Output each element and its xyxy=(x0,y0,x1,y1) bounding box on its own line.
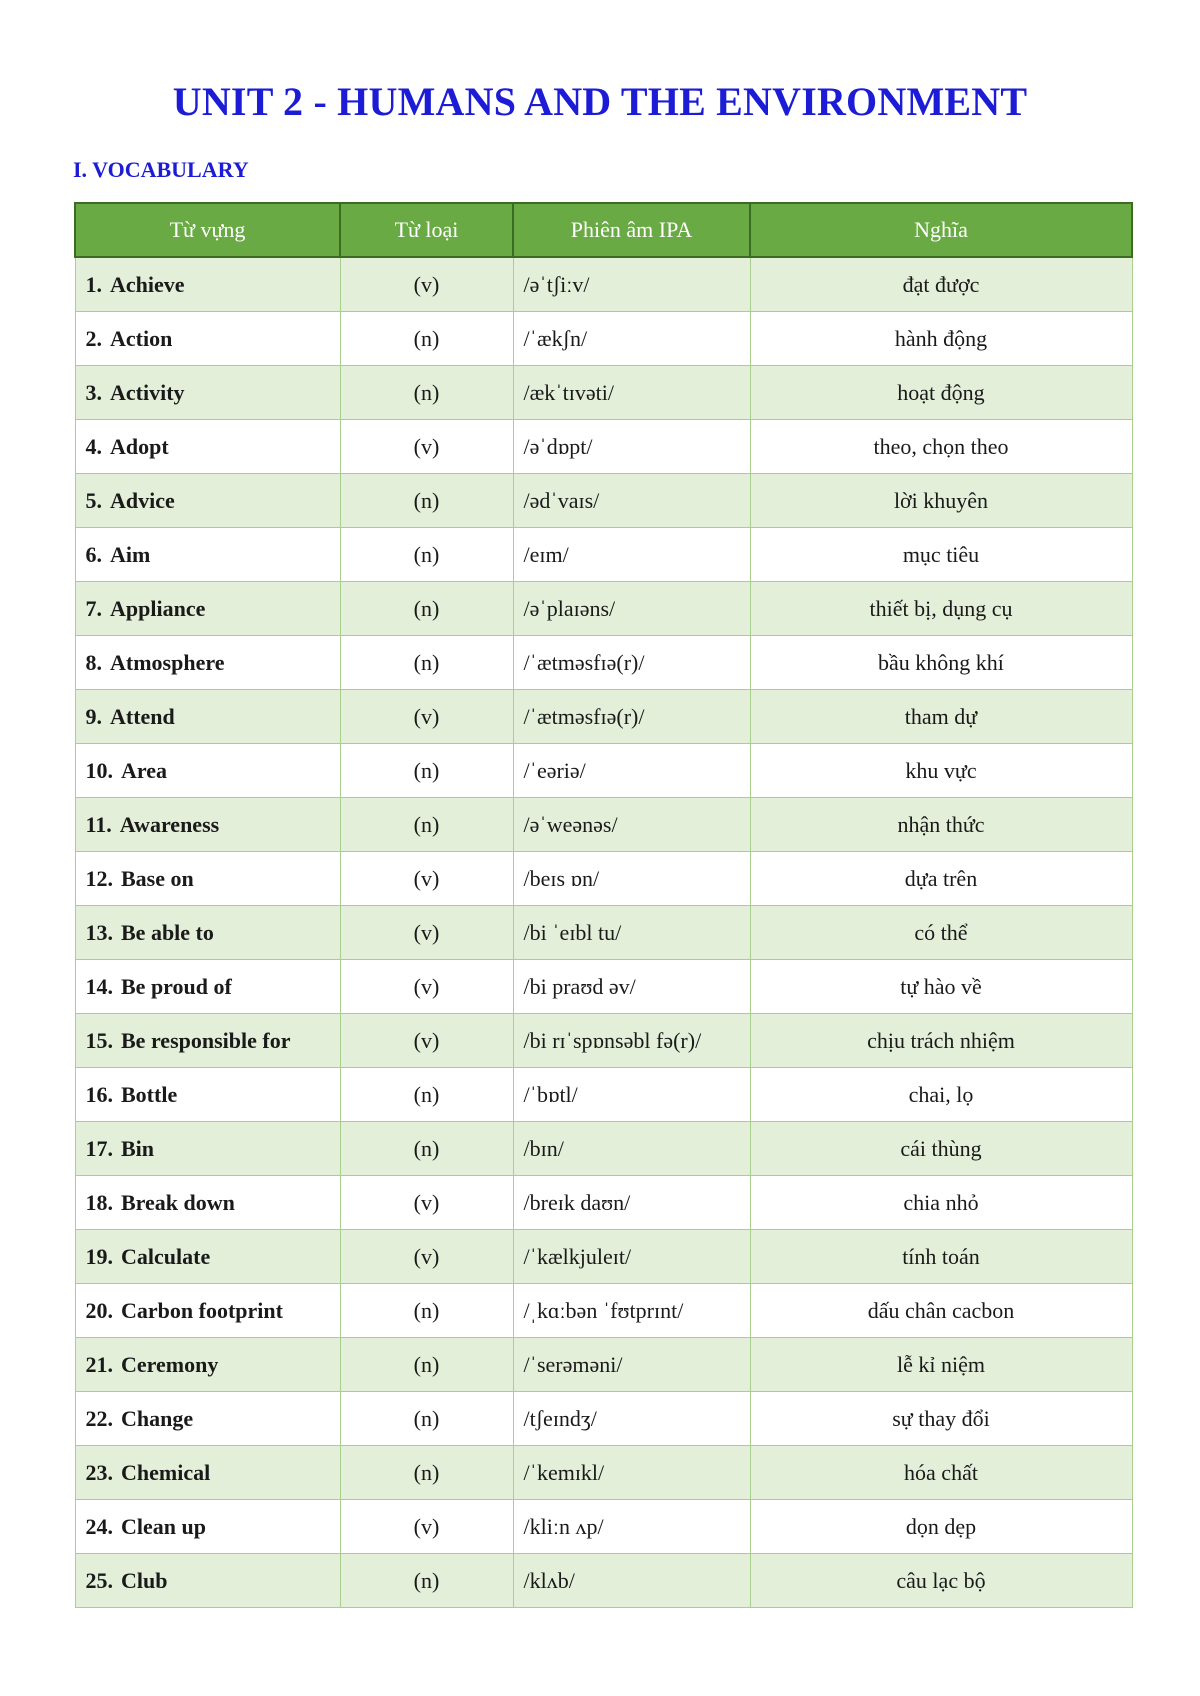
part-of-speech-cell: (n) xyxy=(340,744,513,798)
word-text: Area xyxy=(121,757,168,783)
header-pos: Từ loại xyxy=(340,203,513,257)
meaning-cell: sự thay đổi xyxy=(750,1392,1132,1446)
meaning-cell: lời khuyên xyxy=(750,474,1132,528)
table-row xyxy=(75,1122,1132,1176)
word-cell xyxy=(75,1446,340,1500)
meaning-cell: bầu không khí xyxy=(750,636,1132,690)
word-text: Bin xyxy=(121,1135,155,1161)
table-row xyxy=(75,1176,1132,1230)
ipa-cell: /bi ˈeɪbl tu/ xyxy=(513,906,750,960)
ipa-cell: /ˈserəməni/ xyxy=(513,1338,750,1392)
part-of-speech-cell: (n) xyxy=(340,474,513,528)
meaning-cell: câu lạc bộ xyxy=(750,1554,1132,1608)
part-of-speech-cell: (v) xyxy=(340,1176,513,1230)
meaning-cell: dọn dẹp xyxy=(750,1500,1132,1554)
meaning-cell: có thể xyxy=(750,906,1132,960)
word-cell xyxy=(75,1068,340,1122)
ipa-cell: /bi praʊd əv/ xyxy=(513,960,750,1014)
word-text: Be responsible for xyxy=(121,1027,291,1053)
word-cell xyxy=(75,257,340,312)
part-of-speech-cell: (n) xyxy=(340,366,513,420)
word-text: Appliance xyxy=(110,595,206,621)
word-cell xyxy=(75,906,340,960)
row-number: 17. xyxy=(85,1135,113,1161)
word-text: Activity xyxy=(110,379,185,405)
page-title: UNIT 2 - HUMANS AND THE ENVIRONMENT xyxy=(172,79,1028,124)
table-row xyxy=(75,690,1132,744)
word-text: Be able to xyxy=(121,919,214,945)
row-number: 22. xyxy=(85,1405,113,1431)
row-number: 3. xyxy=(85,379,102,405)
ipa-cell: /əˈdɒpt/ xyxy=(513,420,750,474)
row-number: 13. xyxy=(85,919,113,945)
word-cell xyxy=(75,1230,340,1284)
table-row xyxy=(75,852,1132,906)
part-of-speech-cell: (v) xyxy=(340,1014,513,1068)
word-cell xyxy=(75,1122,340,1176)
word-cell xyxy=(75,1176,340,1230)
table-row xyxy=(75,798,1132,852)
table-row xyxy=(75,528,1132,582)
word-text: Aim xyxy=(110,541,151,567)
word-cell xyxy=(75,852,340,906)
part-of-speech-cell: (n) xyxy=(340,636,513,690)
part-of-speech-cell: (n) xyxy=(340,528,513,582)
meaning-cell: lễ kỉ niệm xyxy=(750,1338,1132,1392)
row-number: 10. xyxy=(85,757,113,783)
word-cell xyxy=(75,636,340,690)
word-text: Clean up xyxy=(121,1513,206,1539)
row-number: 21. xyxy=(85,1351,113,1377)
meaning-cell: hành động xyxy=(750,312,1132,366)
part-of-speech-cell: (n) xyxy=(340,1554,513,1608)
row-number: 1. xyxy=(85,271,102,297)
meaning-cell: hóa chất xyxy=(750,1446,1132,1500)
row-number: 16. xyxy=(85,1081,113,1107)
part-of-speech-cell: (n) xyxy=(340,1446,513,1500)
part-of-speech-cell: (n) xyxy=(340,312,513,366)
row-number: 2. xyxy=(85,325,102,351)
ipa-cell: /klʌb/ xyxy=(513,1554,750,1608)
table-row xyxy=(75,1014,1132,1068)
word-cell xyxy=(75,1500,340,1554)
word-text: Advice xyxy=(110,487,175,513)
row-number: 23. xyxy=(85,1459,113,1485)
vocabulary-table xyxy=(74,202,1133,1608)
table-row xyxy=(75,474,1132,528)
table-row xyxy=(75,1554,1132,1608)
word-text: Change xyxy=(121,1405,194,1431)
part-of-speech-cell: (n) xyxy=(340,798,513,852)
row-number: 19. xyxy=(85,1243,113,1269)
word-cell xyxy=(75,1392,340,1446)
ipa-cell: /eɪm/ xyxy=(513,528,750,582)
table-body xyxy=(75,257,1132,1608)
ipa-cell: /əˈplaɪəns/ xyxy=(513,582,750,636)
ipa-cell: /breɪk daʊn/ xyxy=(513,1176,750,1230)
meaning-cell: hoạt động xyxy=(750,366,1132,420)
word-cell xyxy=(75,474,340,528)
meaning-cell: khu vực xyxy=(750,744,1132,798)
table-row xyxy=(75,1500,1132,1554)
table-row xyxy=(75,1068,1132,1122)
part-of-speech-cell: (n) xyxy=(340,1338,513,1392)
word-cell xyxy=(75,1284,340,1338)
row-number: 7. xyxy=(85,595,102,621)
word-text: Achieve xyxy=(110,271,185,297)
table-row xyxy=(75,906,1132,960)
word-text: Bottle xyxy=(121,1081,178,1107)
table-row xyxy=(75,960,1132,1014)
meaning-cell: tự hào về xyxy=(750,960,1132,1014)
word-cell xyxy=(75,690,340,744)
word-cell xyxy=(75,960,340,1014)
part-of-speech-cell: (n) xyxy=(340,1122,513,1176)
meaning-cell: tham dự xyxy=(750,690,1132,744)
table-row xyxy=(75,257,1132,312)
row-number: 14. xyxy=(85,973,113,999)
ipa-cell: /ˈeəriə/ xyxy=(513,744,750,798)
meaning-cell: chia nhỏ xyxy=(750,1176,1132,1230)
table-header-row xyxy=(75,203,1132,257)
word-cell xyxy=(75,582,340,636)
ipa-cell: /ədˈvaɪs/ xyxy=(513,474,750,528)
ipa-cell: /ˈkemɪkl/ xyxy=(513,1446,750,1500)
word-text: Action xyxy=(110,325,173,351)
word-cell xyxy=(75,1014,340,1068)
word-text: Adopt xyxy=(110,433,169,459)
row-number: 20. xyxy=(85,1297,113,1323)
word-cell xyxy=(75,366,340,420)
word-text: Chemical xyxy=(121,1459,211,1485)
word-cell xyxy=(75,1554,340,1608)
meaning-cell: nhận thức xyxy=(750,798,1132,852)
ipa-cell: /kliːn ʌp/ xyxy=(513,1500,750,1554)
word-cell xyxy=(75,798,340,852)
ipa-cell: /əˈweənəs/ xyxy=(513,798,750,852)
part-of-speech-cell: (v) xyxy=(340,1500,513,1554)
word-text: Ceremony xyxy=(121,1351,219,1377)
word-text: Break down xyxy=(121,1189,235,1215)
word-text: Club xyxy=(121,1567,168,1593)
meaning-cell: chai, lọ xyxy=(750,1068,1132,1122)
part-of-speech-cell: (n) xyxy=(340,1392,513,1446)
part-of-speech-cell: (v) xyxy=(340,690,513,744)
row-number: 25. xyxy=(85,1567,113,1593)
word-text: Calculate xyxy=(121,1243,211,1269)
table-row xyxy=(75,1446,1132,1500)
meaning-cell: tính toán xyxy=(750,1230,1132,1284)
row-number: 12. xyxy=(85,865,113,891)
table-row xyxy=(75,312,1132,366)
table-row xyxy=(75,1230,1132,1284)
ipa-cell: /bi rɪˈspɒnsəbl fə(r)/ xyxy=(513,1014,750,1068)
part-of-speech-cell: (v) xyxy=(340,906,513,960)
table-row xyxy=(75,1392,1132,1446)
meaning-cell: mục tiêu xyxy=(750,528,1132,582)
section-heading: I. VOCABULARY xyxy=(73,157,249,182)
meaning-cell: chịu trách nhiệm xyxy=(750,1014,1132,1068)
meaning-cell: dựa trên xyxy=(750,852,1132,906)
row-number: 9. xyxy=(85,703,102,729)
row-number: 8. xyxy=(85,649,102,675)
row-number: 18. xyxy=(85,1189,113,1215)
meaning-cell: theo, chọn theo xyxy=(750,420,1132,474)
ipa-cell: /ˈbɒtl/ xyxy=(513,1068,750,1122)
ipa-cell: /ˈætməsfɪə(r)/ xyxy=(513,636,750,690)
word-cell xyxy=(75,420,340,474)
part-of-speech-cell: (n) xyxy=(340,1068,513,1122)
word-text: Carbon footprint xyxy=(121,1297,283,1323)
row-number: 11. xyxy=(85,811,112,837)
ipa-cell: /əˈtʃiːv/ xyxy=(513,257,750,312)
part-of-speech-cell: (v) xyxy=(340,420,513,474)
ipa-cell: /ˈkælkjuleɪt/ xyxy=(513,1230,750,1284)
word-text: Base on xyxy=(121,865,194,891)
ipa-cell: /bɪn/ xyxy=(513,1122,750,1176)
meaning-cell: dấu chân cacbon xyxy=(750,1284,1132,1338)
ipa-cell: /ˌkɑːbən ˈfʊtprɪnt/ xyxy=(513,1284,750,1338)
word-text: Awareness xyxy=(119,811,220,837)
word-text: Attend xyxy=(110,703,175,729)
ipa-cell: /tʃeɪndʒ/ xyxy=(513,1392,750,1446)
word-cell xyxy=(75,528,340,582)
row-number: 15. xyxy=(85,1027,113,1053)
row-number: 5. xyxy=(85,487,102,513)
row-number: 4. xyxy=(85,433,102,459)
header-meaning: Nghĩa xyxy=(750,203,1132,257)
row-number: 24. xyxy=(85,1513,113,1539)
table-row xyxy=(75,1338,1132,1392)
meaning-cell: đạt được xyxy=(750,257,1132,312)
part-of-speech-cell: (v) xyxy=(340,852,513,906)
word-text: Be proud of xyxy=(121,973,232,999)
table-row xyxy=(75,744,1132,798)
table-row xyxy=(75,366,1132,420)
word-cell xyxy=(75,312,340,366)
ipa-cell: /ˈætməsfɪə(r)/ xyxy=(513,690,750,744)
word-cell xyxy=(75,744,340,798)
table-row xyxy=(75,420,1132,474)
meaning-cell: thiết bị, dụng cụ xyxy=(750,582,1132,636)
part-of-speech-cell: (v) xyxy=(340,960,513,1014)
row-number: 6. xyxy=(85,541,102,567)
ipa-cell: /ækˈtɪvəti/ xyxy=(513,366,750,420)
table-row xyxy=(75,582,1132,636)
part-of-speech-cell: (v) xyxy=(340,257,513,312)
header-ipa: Phiên âm IPA xyxy=(513,203,750,257)
part-of-speech-cell: (v) xyxy=(340,1230,513,1284)
ipa-cell: /beɪs ɒn/ xyxy=(513,852,750,906)
meaning-cell: cái thùng xyxy=(750,1122,1132,1176)
part-of-speech-cell: (n) xyxy=(340,1284,513,1338)
table-row xyxy=(75,636,1132,690)
header-word: Từ vựng xyxy=(75,203,340,257)
part-of-speech-cell: (n) xyxy=(340,582,513,636)
word-text: Atmosphere xyxy=(110,649,225,675)
word-cell xyxy=(75,1338,340,1392)
table-row xyxy=(75,1284,1132,1338)
ipa-cell: /ˈækʃn/ xyxy=(513,312,750,366)
